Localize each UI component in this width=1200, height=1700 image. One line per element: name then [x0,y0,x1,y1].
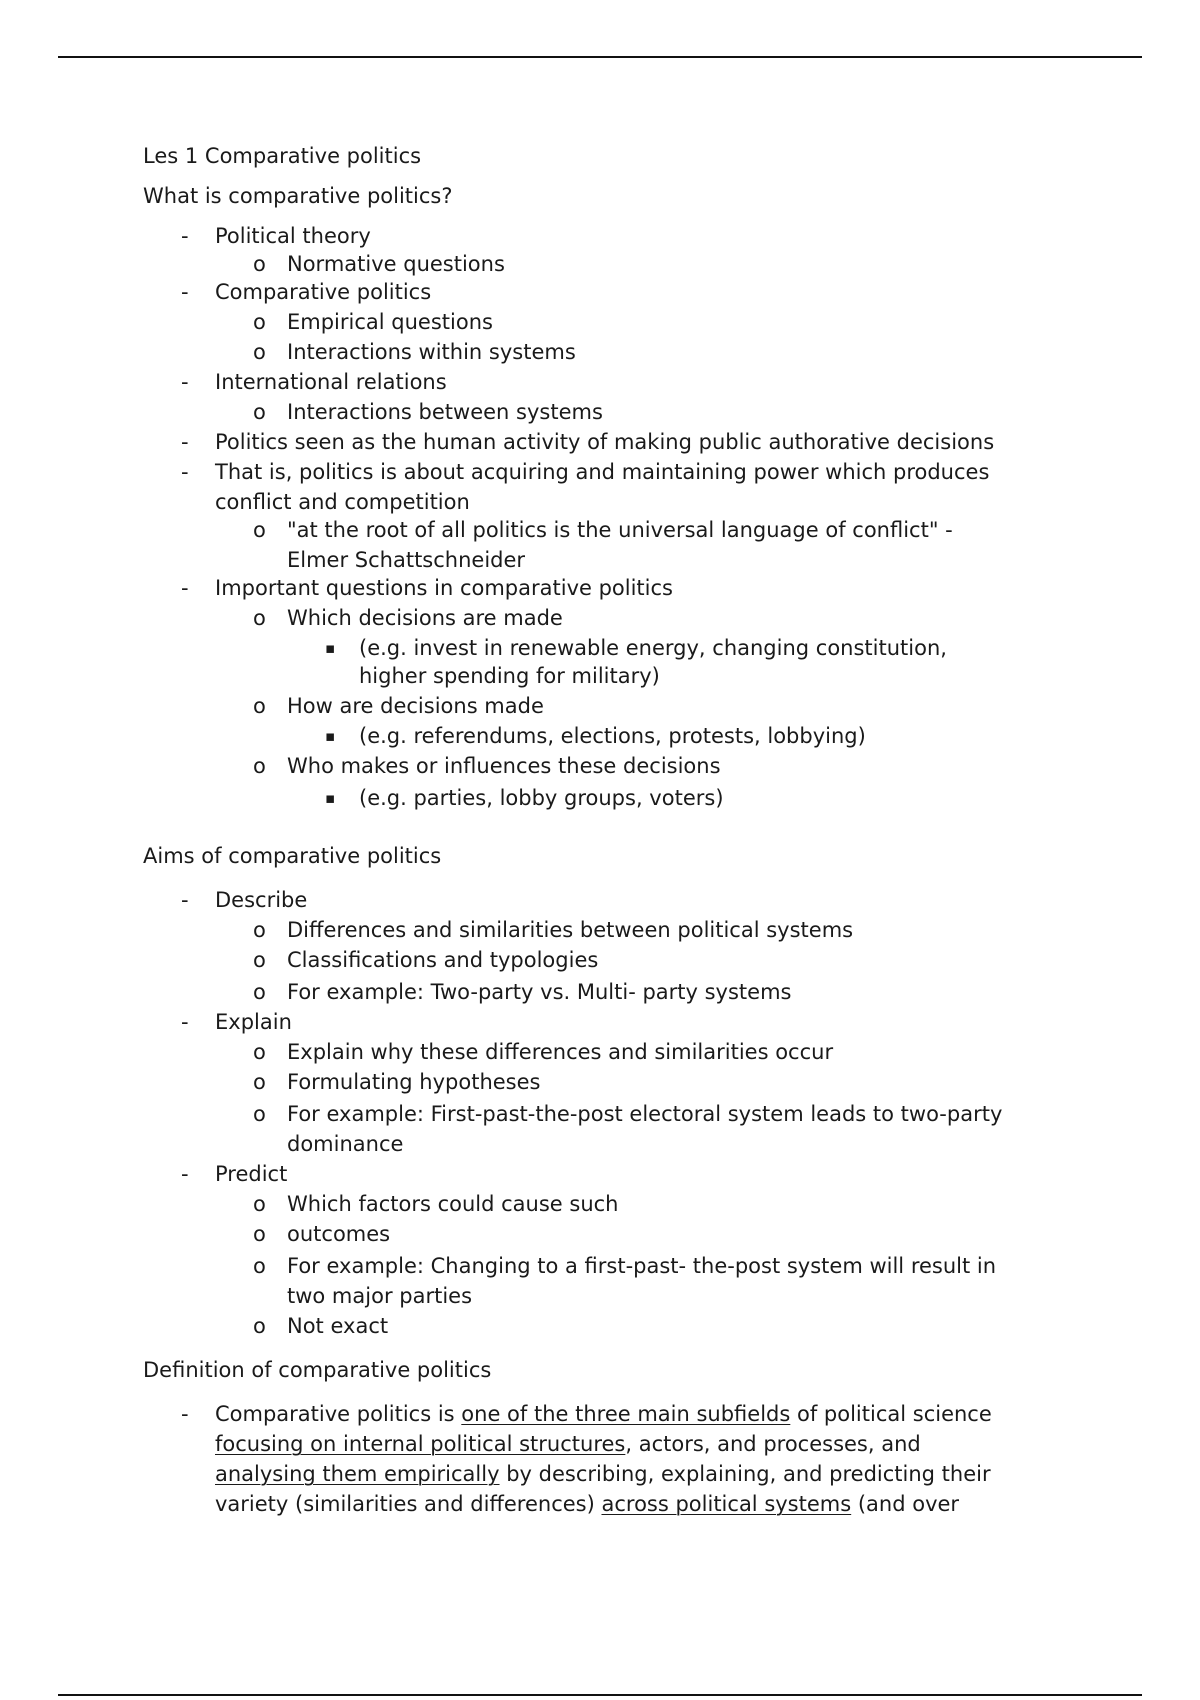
underlined-phrase: analysing them empirically [215,1462,500,1486]
list-item: Describe [215,888,308,912]
dash-bullet: - [181,1402,189,1426]
list-item: (e.g. parties, lobby groups, voters) [359,786,724,810]
list-item: Differences and similarities between political systems [287,918,854,942]
list-item: outcomes [287,1222,391,1246]
list-item: For example: Two-party vs. Multi- party systems [287,980,792,1004]
list-item: Interactions within systems [287,340,576,364]
definition-text: of political science [790,1402,992,1426]
definition-line-1 [215,1400,992,1428]
definition-text: Comparative politics is [215,1402,462,1426]
list-item: How are decisions made [287,694,544,718]
list-item: Predict [215,1162,288,1186]
circle-bullet: o [253,694,266,718]
circle-bullet: o [253,980,266,1004]
circle-bullet: o [253,754,266,778]
dash-bullet: - [181,460,189,484]
list-item-continued: conflict and competition [215,490,470,514]
circle-bullet: o [253,518,266,542]
definition-line-2 [215,1430,921,1458]
footer-rule [58,1694,1142,1696]
section-heading: Definition of comparative politics [143,1358,492,1382]
list-item: For example: Changing to a first-past- the-post system will result in [287,1254,997,1278]
list-item: Explain [215,1010,292,1034]
quote-author: Elmer Schattschneider [287,548,526,572]
circle-bullet: o [253,340,266,364]
square-bullet: ▪ [325,639,336,657]
list-item: (e.g. invest in renewable energy, changing constitution, [359,636,947,660]
section-heading: Aims of comparative politics [143,844,442,868]
underlined-phrase: across political systems [601,1492,852,1516]
list-item: International relations [215,370,447,394]
list-item: Classifications and typologies [287,948,599,972]
circle-bullet: o [253,1070,266,1094]
list-item: Which factors could cause such [287,1192,619,1216]
circle-bullet: o [253,1192,266,1216]
list-item: Empirical questions [287,310,493,334]
circle-bullet: o [253,1314,266,1338]
square-bullet: ▪ [325,789,336,807]
dash-bullet: - [181,1162,189,1186]
dash-bullet: - [181,1010,189,1034]
list-item: For example: First-past-the-post electoral system leads to two-party [287,1102,1003,1126]
dash-bullet: - [181,370,189,394]
header-rule [58,56,1142,58]
list-item-continued: two major parties [287,1284,473,1308]
list-item: Which decisions are made [287,606,563,630]
list-item: Not exact [287,1314,389,1338]
circle-bullet: o [253,948,266,972]
dash-bullet: - [181,576,189,600]
circle-bullet: o [253,1040,266,1064]
circle-bullet: o [253,1254,266,1278]
list-item-continued: dominance [287,1132,404,1156]
definition-line-4 [215,1490,959,1518]
dash-bullet: - [181,430,189,454]
list-item: Who makes or influences these decisions [287,754,721,778]
circle-bullet: o [253,310,266,334]
list-item: Politics seen as the human activity of making public authorative decisions [215,430,995,454]
underlined-phrase: focusing on internal political structures [215,1432,626,1456]
definition-text: variety (similarities and differences) [215,1492,602,1516]
list-item: Political theory [215,224,371,248]
dash-bullet: - [181,224,189,248]
dash-bullet: - [181,888,189,912]
circle-bullet: o [253,606,266,630]
list-item: Interactions between systems [287,400,603,424]
circle-bullet: o [253,1102,266,1126]
square-bullet: ▪ [325,727,336,745]
circle-bullet: o [253,252,266,276]
page-title: Les 1 Comparative politics [143,144,422,168]
list-item: Important questions in comparative politics [215,576,673,600]
definition-text: by describing, explaining, and predicting their [499,1462,991,1486]
list-item: Formulating hypotheses [287,1070,541,1094]
circle-bullet: o [253,918,266,942]
circle-bullet: o [253,400,266,424]
section-heading: What is comparative politics? [143,184,453,208]
list-item: That is, politics is about acquiring and maintaining power which produces [215,460,990,484]
list-item: Comparative politics [215,280,432,304]
list-item: (e.g. referendums, elections, protests, lobbying) [359,724,866,748]
list-item-continued: higher spending for military) [359,664,660,688]
definition-line-3 [215,1460,991,1488]
list-item: Explain why these differences and similarities occur [287,1040,834,1064]
underlined-phrase: one of the three main subfields [461,1402,791,1426]
circle-bullet: o [253,1222,266,1246]
definition-text: (and over [851,1492,960,1516]
quote-item: "at the root of all politics is the universal language of conflict" - [287,518,953,542]
definition-text: , actors, and processes, and [625,1432,921,1456]
list-item: Normative questions [287,252,505,276]
dash-bullet: - [181,280,189,304]
